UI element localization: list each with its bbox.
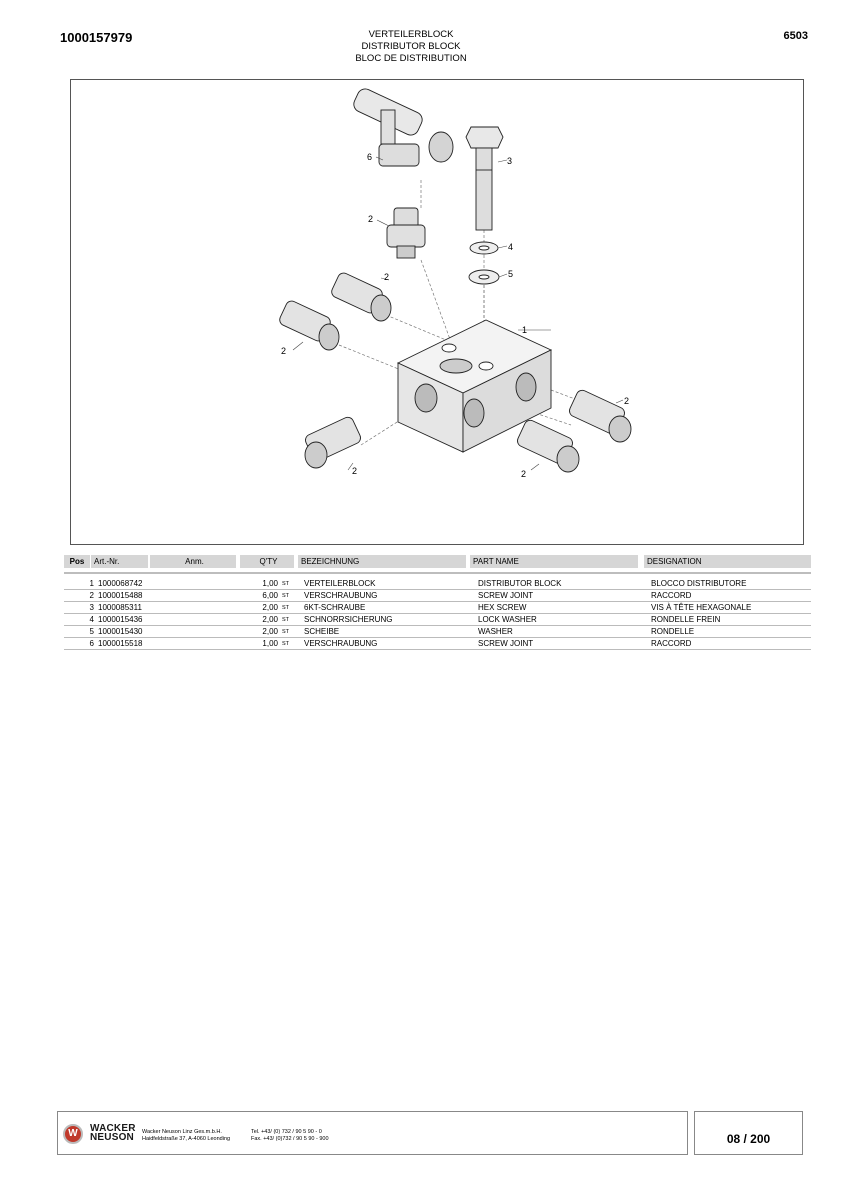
row-bezeichnung: SCHEIBE — [304, 626, 478, 638]
row-pos: 4 — [64, 614, 98, 626]
row-anm — [184, 602, 244, 614]
row-part-name: WASHER — [478, 626, 651, 638]
row-bezeichnung: 6KT-SCHRAUBE — [304, 602, 478, 614]
header-part-name: PART NAME — [470, 555, 638, 568]
callout-2: 2 — [521, 469, 527, 479]
row-part-name: SCREW JOINT — [478, 590, 651, 602]
callout-6: 6 — [367, 152, 373, 162]
row-unit: ST — [282, 590, 304, 602]
exploded-view-drawing — [70, 79, 804, 545]
footer — [57, 1111, 688, 1155]
title-french: BLOC DE DISTRIBUTION — [355, 53, 467, 64]
row-qty: 2,00 — [244, 614, 282, 626]
row-anm — [184, 590, 244, 602]
telephone: Tel. +43/ (0) 732 / 90 5 90 - 0 — [251, 1129, 322, 1135]
exploded-view-svg — [71, 80, 803, 544]
row-unit: ST — [282, 578, 304, 590]
title-block — [300, 29, 522, 65]
row-part-name: DISTRIBUTOR BLOCK — [478, 578, 651, 590]
contact-numbers — [251, 1129, 329, 1143]
header-bezeichnung: BEZEICHNUNG — [298, 555, 466, 568]
header-designation: DESIGNATION — [644, 555, 811, 568]
row-art-nr: 1000015518 — [98, 638, 184, 650]
row-anm — [184, 614, 244, 626]
row-unit: ST — [282, 602, 304, 614]
row-qty: 2,00 — [244, 626, 282, 638]
header-anm: Anm. — [150, 555, 236, 568]
row-designation: RACCORD — [651, 590, 811, 602]
row-designation: RONDELLE FREIN — [651, 614, 811, 626]
row-part-name: SCREW JOINT — [478, 638, 651, 650]
row-art-nr: 1000085311 — [98, 602, 184, 614]
row-qty: 1,00 — [244, 578, 282, 590]
row-bezeichnung: VERSCHRAUBUNG — [304, 638, 478, 650]
row-part-name: LOCK WASHER — [478, 614, 651, 626]
callout-3: 3 — [507, 156, 513, 166]
page-number: 08 / 200 — [726, 1132, 771, 1146]
row-pos: 2 — [64, 590, 98, 602]
company-address — [142, 1129, 230, 1143]
row-art-nr: 1000015430 — [98, 626, 184, 638]
header-art-nr: Art.-Nr. — [91, 555, 148, 568]
title-german: VERTEILERBLOCK — [368, 29, 454, 40]
fax: Fax. +43/ (0)732 / 90 5 90 - 900 — [251, 1136, 329, 1142]
row-art-nr: 1000068742 — [98, 578, 184, 590]
row-pos: 6 — [64, 638, 98, 650]
row-unit: ST — [282, 626, 304, 638]
document-number: 1000157979 — [60, 30, 133, 45]
row-designation: VIS À TÊTE HEXAGONALE — [651, 602, 811, 614]
callout-4: 4 — [508, 242, 514, 252]
row-bezeichnung: VERTEILERBLOCK — [304, 578, 478, 590]
callout-5: 5 — [508, 269, 514, 279]
table-row — [64, 590, 811, 602]
row-anm — [184, 578, 244, 590]
table-row — [64, 626, 811, 638]
logo-line-2: NEUSON — [90, 1132, 134, 1143]
row-bezeichnung: VERSCHRAUBUNG — [304, 590, 478, 602]
row-anm — [184, 638, 244, 650]
callout-2: 2 — [281, 346, 287, 356]
table-row — [64, 614, 811, 626]
row-qty: 6,00 — [244, 590, 282, 602]
callout-1: 1 — [522, 325, 528, 335]
row-unit: ST — [282, 638, 304, 650]
row-pos: 5 — [64, 626, 98, 638]
row-anm — [184, 626, 244, 638]
callout-2: 2 — [384, 272, 390, 282]
wacker-neuson-logo-icon: W — [63, 1124, 83, 1144]
row-pos: 1 — [64, 578, 98, 590]
row-designation: BLOCCO DISTRIBUTORE — [651, 578, 811, 590]
title-english: DISTRIBUTOR BLOCK — [361, 41, 461, 52]
company-name: Wacker Neuson Linz Ges.m.b.H. — [142, 1129, 222, 1135]
logo-line-1: WACKER — [90, 1123, 136, 1134]
page-code: 6503 — [783, 30, 808, 42]
row-unit: ST — [282, 614, 304, 626]
header-qty: Q'TY — [240, 555, 294, 568]
header-separator — [64, 572, 811, 574]
parts-table — [64, 578, 811, 650]
row-part-name: HEX SCREW — [478, 602, 651, 614]
company-logo — [90, 1124, 136, 1142]
callout-2: 2 — [368, 214, 374, 224]
row-designation: RACCORD — [651, 638, 811, 650]
header-pos: Pos — [64, 555, 90, 568]
callout-2: 2 — [624, 396, 630, 406]
street-address: Haidfeldstraße 37, A-4060 Leonding — [142, 1136, 231, 1142]
row-designation: RONDELLE — [651, 626, 811, 638]
table-row — [64, 578, 811, 590]
row-bezeichnung: SCHNORRSICHERUNG — [304, 614, 478, 626]
row-art-nr: 1000015488 — [98, 590, 184, 602]
row-pos: 3 — [64, 602, 98, 614]
row-qty: 1,00 — [244, 638, 282, 650]
row-qty: 2,00 — [244, 602, 282, 614]
callout-2: 2 — [352, 466, 358, 476]
page-number-box — [694, 1111, 803, 1155]
table-row — [64, 602, 811, 614]
table-row — [64, 638, 811, 650]
row-art-nr: 1000015436 — [98, 614, 184, 626]
